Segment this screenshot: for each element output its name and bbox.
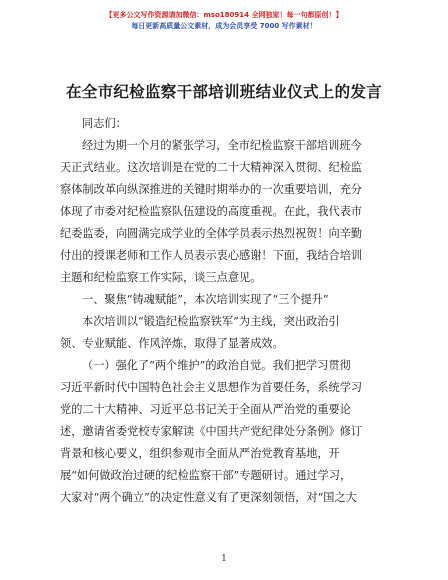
body-line: 本次培训以“锻造纪检监察铁军”为主线，突出政治引	[82, 315, 340, 328]
body-line: 付出的授课老师和工作人员表示衷心感谢！下面，我结合培训	[60, 249, 363, 262]
body-line: 大家对“两个确立”的决定性意义有了更深刻领悟，对“国之大	[60, 491, 357, 504]
salutation: 同志们：	[82, 117, 127, 130]
body-line: 体现了市委对纪检监察队伍建设的高度重视。在此，我代表市	[60, 205, 363, 218]
promo-banner	[0, 10, 448, 32]
promo-line-1: 【更多公文写作资源请加微信：mso180914 全网独家！每一句都原创！】	[105, 11, 343, 19]
body-line: 党的二十大精神、习近平总书记关于全面从严治党的重要论	[60, 403, 351, 416]
section-heading: 一、聚焦“铸魂赋能”，本次培训实现了“三个提升”	[82, 293, 329, 306]
document-title: 在全市纪检监察干部培训班结业仪式上的发言	[65, 82, 382, 101]
body-line: 习近平新时代中国特色社会主义思想作为首要任务，系统学习	[60, 381, 363, 394]
body-line: 领、专业赋能、作风淬炼，取得了显著成效。	[60, 337, 284, 350]
body-line: 察体制改革向纵深推进的关键时期举办的一次重要培训，充分	[60, 183, 363, 196]
page-number: 1	[221, 554, 227, 564]
promo-line-2: 每日更新高质量公文素材，成为会员享受 7000 写作素材！	[131, 22, 317, 30]
body-line: 天正式结业。这次培训是在党的二十大精神深入贯彻、纪检监	[60, 161, 363, 174]
body-line: 经过为期一个月的紧张学习，全市纪检监察干部培训班今	[82, 139, 362, 152]
document-body	[60, 113, 392, 509]
body-line: （一）强化了“两个维护”的政治自觉。我们把学习贯彻	[82, 359, 351, 372]
body-line: 述，邀请省委党校专家解读《中国共产党纪律处分条例》修订	[60, 425, 363, 438]
body-line: 背景和核心要义，组织参观市全面从严治党教育基地，开	[60, 447, 340, 460]
body-line: 展“如何做政治过硬的纪检监察干部”专题研讨。通过学习，	[60, 469, 352, 482]
body-line: 纪委监委，向圆满完成学业的全体学员表示热烈祝贺！向辛勤	[60, 227, 363, 240]
body-line: 主题和纪检监察工作实际，谈三点意见。	[60, 271, 262, 284]
